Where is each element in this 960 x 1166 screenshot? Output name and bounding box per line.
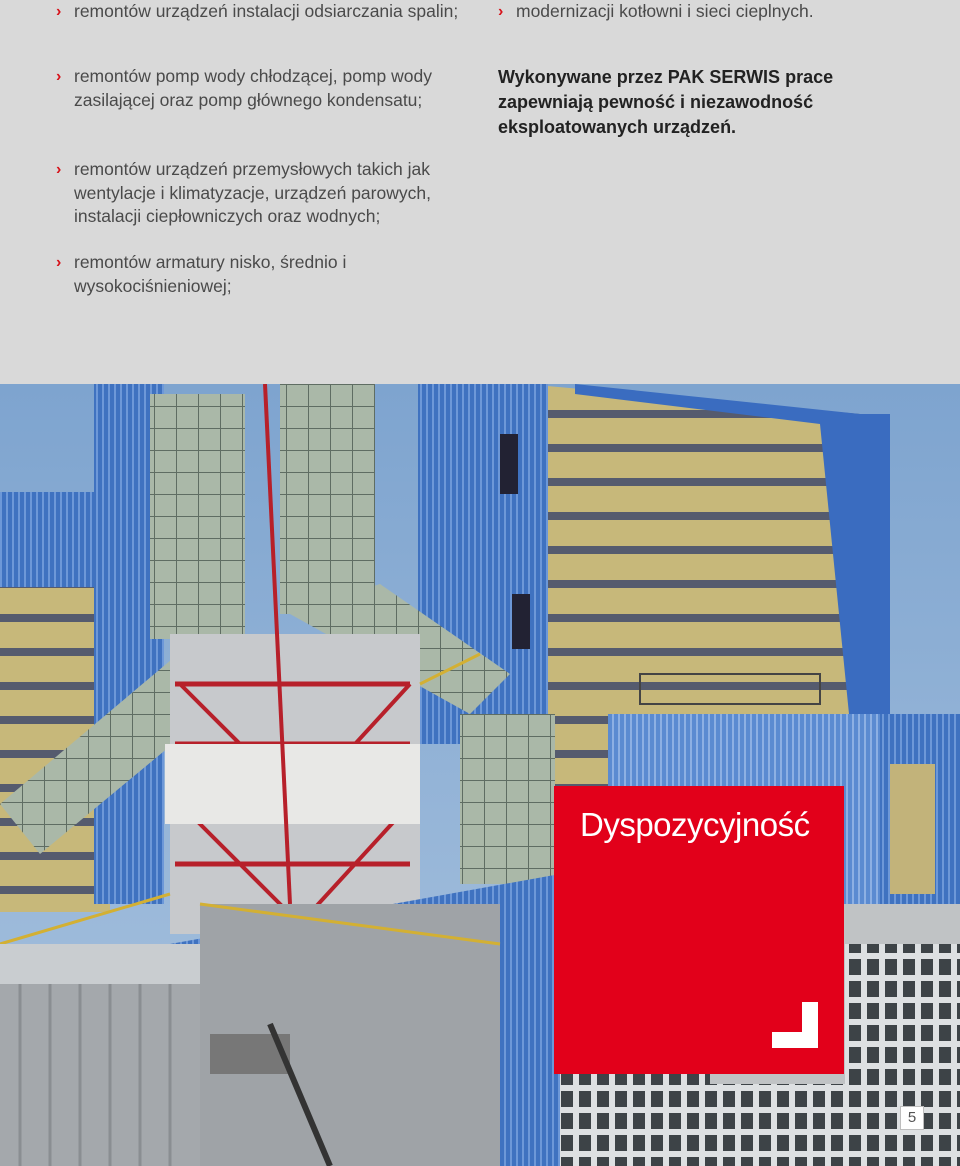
list-item-text: remontów urządzeń instalacji odsiarczania spalin;	[74, 1, 459, 21]
chevron-right-icon: ›	[56, 3, 62, 20]
chevron-right-icon: ›	[56, 68, 62, 85]
highlight-box	[554, 786, 844, 1074]
list-item-text: remontów urządzeń przemysłowych takich jak wentylacje i klimatyzacje, urządzeń parowych, instalacji ciepłowniczych oraz wodnych;	[74, 159, 431, 226]
page-number: 5	[900, 1106, 924, 1130]
lead-paragraph: Wykonywane przez PAK SERWIS prace zapewniają pewność i niezawodność eksploatowanych urządzeń.	[498, 67, 834, 137]
box-title: Dyspozycyjność	[580, 806, 810, 843]
list-item	[56, 251, 476, 298]
list-item	[56, 0, 458, 24]
chevron-right-icon: ›	[56, 254, 62, 271]
chevron-right-icon: ›	[498, 3, 504, 20]
list-item-text: modernizacji kotłowni i sieci cieplnych.	[516, 1, 814, 21]
chevron-right-icon: ›	[56, 161, 62, 178]
list-item-text: remontów pomp wody chłodzącej, pomp wody zasilającej oraz pomp głównego kondensatu;	[74, 66, 432, 110]
corner-mark-icon	[772, 1002, 818, 1048]
list-item	[498, 0, 814, 24]
list-item	[56, 158, 476, 229]
list-item	[56, 65, 476, 112]
list-item-text: remontów armatury nisko, średnio i wysokociśnieniowej;	[74, 252, 347, 296]
text-section	[0, 0, 960, 384]
